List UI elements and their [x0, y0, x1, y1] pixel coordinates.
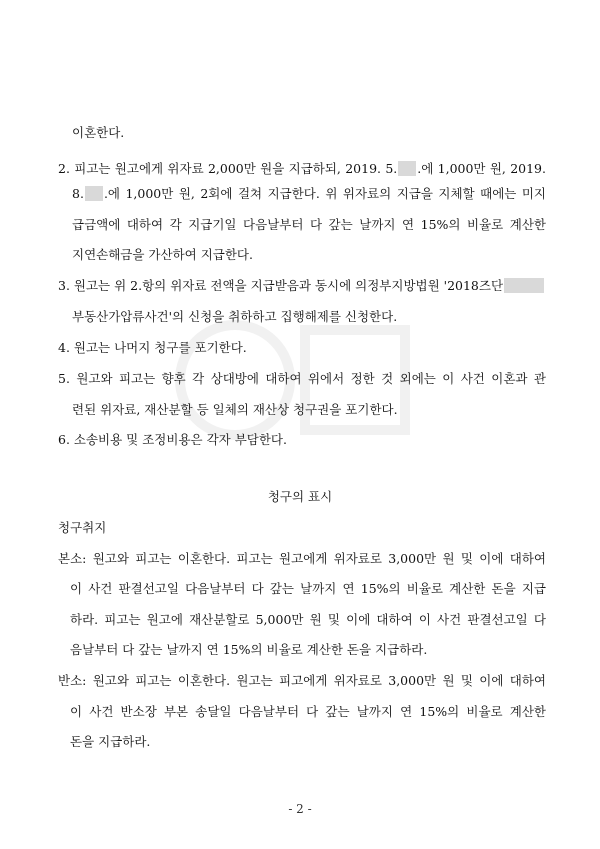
- counter-claim-line-1: 반소: 원고와 피고는 이혼한다. 원고는 피고에게 위자료로 3,000만 원 및 이에 대하여: [58, 673, 546, 688]
- item-3-line-1: [58, 277, 546, 295]
- redaction-box: [85, 186, 103, 201]
- item-2-line-3: 급금액에 대하여 각 지급기일 다음날부터 다 갚는 날까지 연 15%의 비율로 계산한: [72, 217, 546, 232]
- item-5-line-2: 련된 위자료, 재산분할 등 일체의 재산상 청구권을 포기한다.: [72, 402, 398, 417]
- item-4-line-1: 4. 원고는 나머지 청구를 포기한다.: [58, 340, 247, 355]
- item-2-line-4: 지연손해금을 가산하여 지급한다.: [72, 247, 253, 262]
- redaction-box: [398, 161, 416, 176]
- item-2-text-c: 8.: [72, 186, 84, 201]
- page-number: - 2 -: [288, 802, 312, 816]
- main-claim-line-4: 음날부터 다 갚는 날까지 연 15%의 비율로 계산한 돈을 지급하라.: [70, 642, 428, 657]
- item-5-line-1: 5. 원고와 피고는 향후 각 상대방에 대하여 위에서 정한 것 외에는 이 사건 이혼과 관: [58, 371, 546, 386]
- item-2-line-1: [58, 160, 546, 178]
- main-claim-line-3: 하라. 피고는 원고에 재산분할로 5,000만 원 및 이에 대하여 이 사건 판결선고일 다: [70, 612, 546, 627]
- main-claim-line-1: 본소: 원고와 피고는 이혼한다. 피고는 원고에게 위자료로 3,000만 원 및 이에 대하여: [58, 551, 546, 566]
- item-2-text-b: .에 1,000만 원, 2019.: [417, 161, 546, 176]
- section-subtitle: 청구취지: [58, 520, 107, 535]
- item-6-line-1: 6. 소송비용 및 조정비용은 각자 부담한다.: [58, 432, 287, 447]
- item-2-text-a: 2. 피고는 원고에게 위자료 2,000만 원을 지급하되, 2019. 5.: [58, 161, 398, 176]
- counter-claim-line-2: 이 사건 반소장 부본 송달일 다음날부터 다 갚는 날까지 연 15%의 비율로 계산한: [70, 704, 546, 719]
- redaction-box: [504, 278, 544, 293]
- section-title: 청구의 표시: [267, 489, 333, 504]
- main-claim-line-2: 이 사건 판결선고일 다음날부터 다 갚는 날까지 연 15%의 비율로 계산한 돈을 지급: [70, 581, 546, 596]
- item-3-text: 3. 원고는 위 2.항의 위자료 전액을 지급받음과 동시에 의정부지방법원 '2018즈단: [58, 278, 504, 293]
- item-3-line-2: 부동산가압류사건'의 신청을 취하하고 집행해제를 신청한다.: [72, 309, 398, 324]
- counter-claim-line-3: 돈을 지급하라.: [70, 734, 151, 749]
- item-2-line-2: [72, 185, 546, 203]
- item-2-text-d: .에 1,000만 원, 2회에 걸쳐 지급한다. 위 위자료의 지급을 지체할 때에는 미지: [103, 186, 546, 201]
- continuation-line: 이혼한다.: [72, 125, 125, 140]
